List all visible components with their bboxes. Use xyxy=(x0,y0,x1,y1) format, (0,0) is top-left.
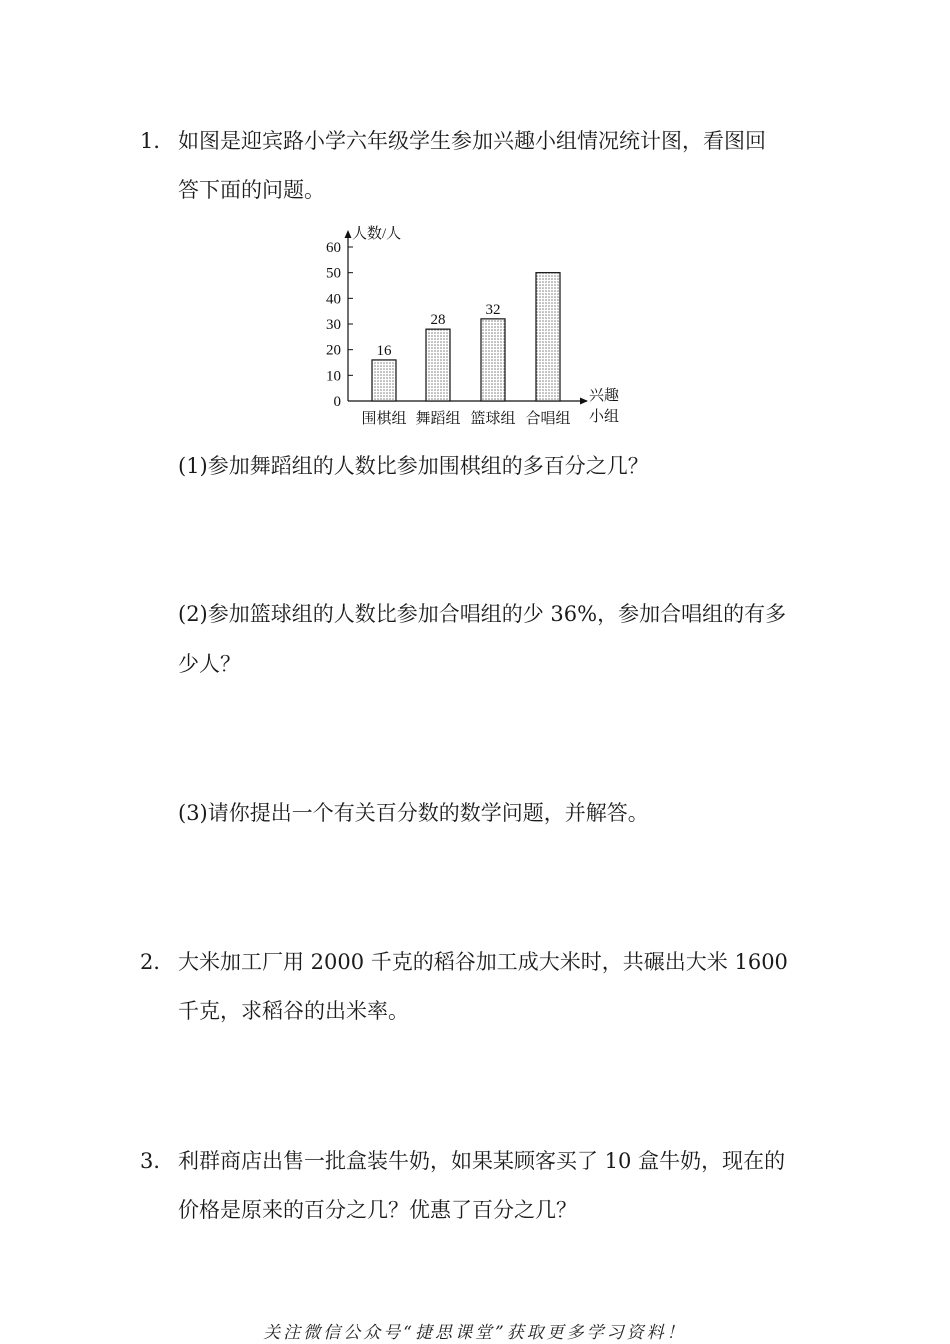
y-tick-label: 50 xyxy=(326,265,341,282)
bar xyxy=(536,273,560,401)
question-3-number: 3． xyxy=(140,1149,175,1173)
question-1-sub-2-line1: (2)参加篮球组的人数比参加合唱组的少 36%，参加合唱组的有多 xyxy=(178,602,787,626)
category-label: 舞蹈组 xyxy=(415,411,461,427)
question-1-text-line1: 如图是迎宾路小学六年级学生参加兴趣小组情况统计图，看图回 xyxy=(178,129,766,153)
bar-value-label: 28 xyxy=(430,312,446,329)
question-1-sub-2-line2: 少人？ xyxy=(178,652,241,676)
question-3-text-line1: 利群商店出售一批盒装牛奶，如果某顾客买了 10 盒牛奶，现在的 xyxy=(178,1149,786,1173)
category-label: 围棋组 xyxy=(361,411,407,427)
question-1-text-line2: 答下面的问题。 xyxy=(178,178,325,202)
y-axis-arrow xyxy=(345,230,352,238)
bar xyxy=(426,329,450,401)
bar xyxy=(372,360,396,401)
x-axis-arrow xyxy=(580,398,588,405)
y-tick-label: 10 xyxy=(326,368,341,385)
interest-group-bar-chart xyxy=(305,218,645,433)
bar-value-label: 16 xyxy=(376,342,392,359)
bar xyxy=(481,319,505,401)
y-axis-label: 人数/人 xyxy=(352,226,402,242)
question-3-text-line2: 价格是原来的百分之几？优惠了百分之几？ xyxy=(178,1198,577,1222)
y-tick-label: 20 xyxy=(326,342,341,359)
y-tick-label: 30 xyxy=(326,317,341,333)
x-axis-label-line1: 兴趣 xyxy=(589,388,620,404)
question-1-sub-1: (1)参加舞蹈组的人数比参加围棋组的多百分之几？ xyxy=(178,454,649,478)
category-label: 合唱组 xyxy=(525,411,571,427)
question-2-number: 2． xyxy=(140,950,175,974)
y-tick-label: 0 xyxy=(333,394,341,410)
question-2-text-line1: 大米加工厂用 2000 千克的稻谷加工成大米时，共碾出大米 1600 xyxy=(178,950,788,974)
y-tick-label: 40 xyxy=(326,291,341,308)
question-1-number: 1． xyxy=(140,129,175,153)
y-tick-label: 60 xyxy=(326,240,341,256)
bar-value-label: 32 xyxy=(485,301,501,318)
x-axis-label-line2: 小组 xyxy=(589,409,620,425)
footer-note: 关注微信公众号“捷思课堂”获取更多学习资料！ xyxy=(263,1323,687,1343)
category-label: 篮球组 xyxy=(470,411,516,427)
question-2-text-line2: 千克，求稻谷的出米率。 xyxy=(178,999,409,1023)
question-1-sub-3: (3)请你提出一个有关百分数的数学问题，并解答。 xyxy=(178,801,649,825)
